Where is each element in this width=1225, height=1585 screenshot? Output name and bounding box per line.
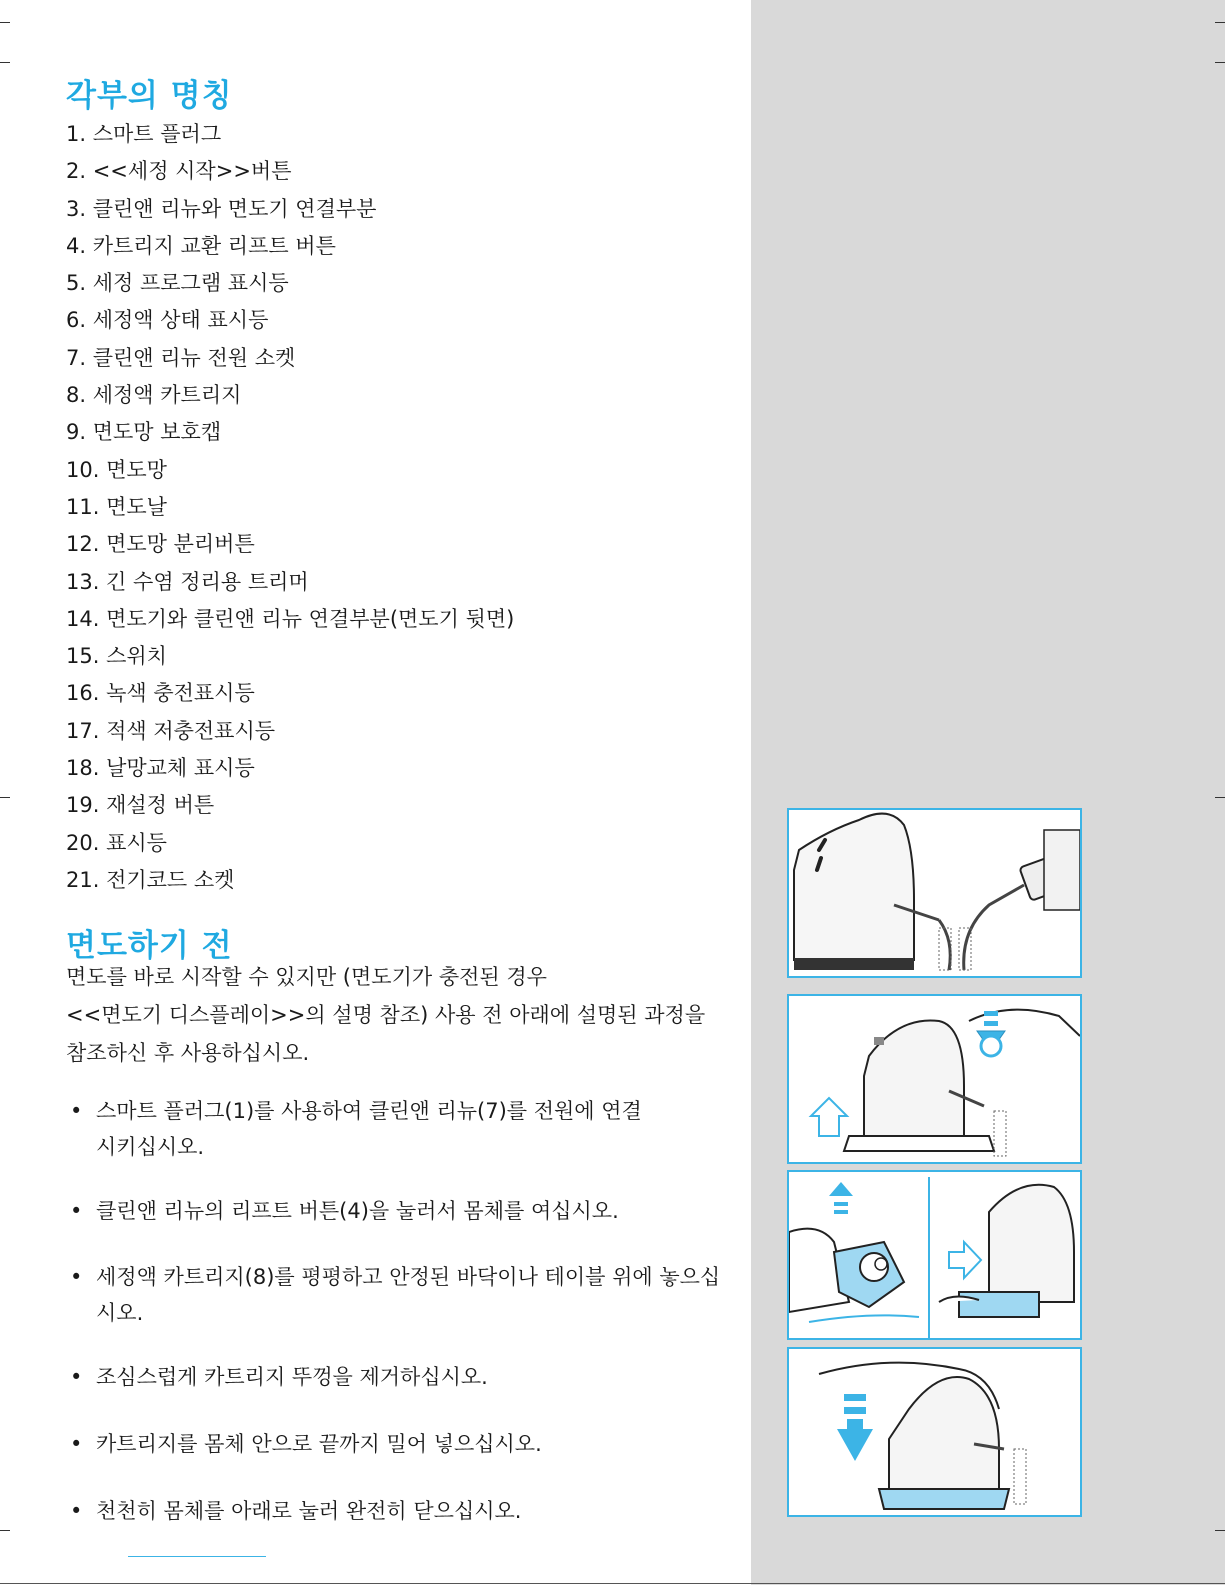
parts-list-item: 17. 적색 저충전표시등	[66, 718, 276, 743]
parts-list-item: 5. 세정 프로그램 표시등	[66, 271, 289, 296]
parts-list-item: 15. 스위치	[66, 644, 167, 669]
illustration-close-body	[787, 1347, 1082, 1517]
parts-list-item: 11. 면도날	[66, 494, 167, 519]
parts-list-item: 14. 면도기와 클린앤 리뉴 연결부분(면도기 뒷면)	[66, 606, 515, 631]
crop-mark	[0, 1530, 10, 1531]
parts-list-item: 21. 전기코드 소켓	[66, 867, 235, 892]
parts-list-item: 19. 재설정 버튼	[66, 793, 215, 818]
section-title-before-shaving: 면도하기 전	[66, 928, 233, 964]
parts-list-item: 18. 날망교체 표시등	[66, 756, 255, 781]
intro-paragraph	[66, 958, 746, 1072]
step-item	[66, 1426, 736, 1462]
crop-mark	[1215, 22, 1225, 23]
step-text: 세정액 카트리지(8)를 평평하고 안정된 바닥이나 테이블 위에 놓으십시오.	[96, 1265, 721, 1325]
bullet: •	[70, 1265, 83, 1289]
parts-list-item: 1. 스마트 플러그	[66, 122, 222, 146]
parts-list-item: 3. 클린앤 리뉴와 면도기 연결부분	[66, 196, 377, 221]
step-text: 스마트 플러그(1)를 사용하여 클린앤 리뉴(7)를 전원에 연결시키십시오.	[96, 1099, 642, 1159]
parts-list	[66, 116, 514, 899]
parts-list-item: 13. 긴 수염 정리용 트리머	[66, 569, 309, 594]
crop-mark	[0, 22, 10, 23]
step-text: 조심스럽게 카트리지 뚜껑을 제거하십시오.	[96, 1365, 488, 1389]
parts-list-item: 6. 세정액 상태 표시등	[66, 308, 269, 333]
bullet: •	[70, 1432, 83, 1456]
illustration-cartridge	[787, 1170, 1082, 1340]
illustration-lift-button	[787, 994, 1082, 1164]
crop-mark	[1215, 797, 1225, 798]
illustration-plug-in	[787, 808, 1082, 978]
intro-line: <<면도기 디스플레이>>의 설명 참조) 사용 전 아래에 설명된 과정을	[66, 1003, 706, 1027]
bullet: •	[70, 1099, 83, 1123]
step-item	[66, 1359, 736, 1395]
step-text: 클린앤 리뉴의 리프트 버튼(4)을 눌러서 몸체를 여십시오.	[96, 1199, 619, 1223]
page-bottom-rule	[0, 1583, 1225, 1584]
intro-line: 면도를 바로 시작할 수 있지만 (면도기가 충전된 경우	[66, 965, 547, 989]
bullet: •	[70, 1199, 83, 1223]
crop-mark	[0, 797, 10, 798]
parts-list-item: 7. 클린앤 리뉴 전원 소켓	[66, 345, 296, 370]
step-item	[66, 1493, 736, 1529]
step-item	[66, 1093, 656, 1165]
step-text: 천천히 몸체를 아래로 눌러 완전히 닫으십시오.	[96, 1499, 522, 1523]
step-text: 카트리지를 몸체 안으로 끝까지 밀어 넣으십시오.	[96, 1432, 542, 1456]
parts-list-item: 2. <<세정 시작>>버튼	[66, 159, 292, 184]
step-item	[66, 1259, 726, 1331]
parts-list-item: 12. 면도망 분리버튼	[66, 532, 255, 557]
bullet: •	[70, 1365, 83, 1389]
crop-mark	[1215, 1530, 1225, 1531]
crop-mark	[0, 62, 10, 63]
step-item	[66, 1193, 736, 1229]
parts-list-item: 20. 표시등	[66, 830, 167, 855]
parts-list-item: 10. 면도망	[66, 457, 167, 482]
section-title-parts: 각부의 명칭	[66, 78, 233, 114]
bullet: •	[70, 1499, 83, 1523]
parts-list-item: 16. 녹색 충전표시등	[66, 681, 255, 706]
parts-list-item: 8. 세정액 카트리지	[66, 383, 242, 408]
parts-list-item: 9. 면도망 보호캡	[66, 420, 222, 445]
parts-list-item: 4. 카트리지 교환 리프트 버튼	[66, 233, 336, 258]
footer-accent-line	[128, 1556, 266, 1557]
intro-line: 참조하신 후 사용하십시오.	[66, 1041, 310, 1065]
crop-mark	[1215, 62, 1225, 63]
